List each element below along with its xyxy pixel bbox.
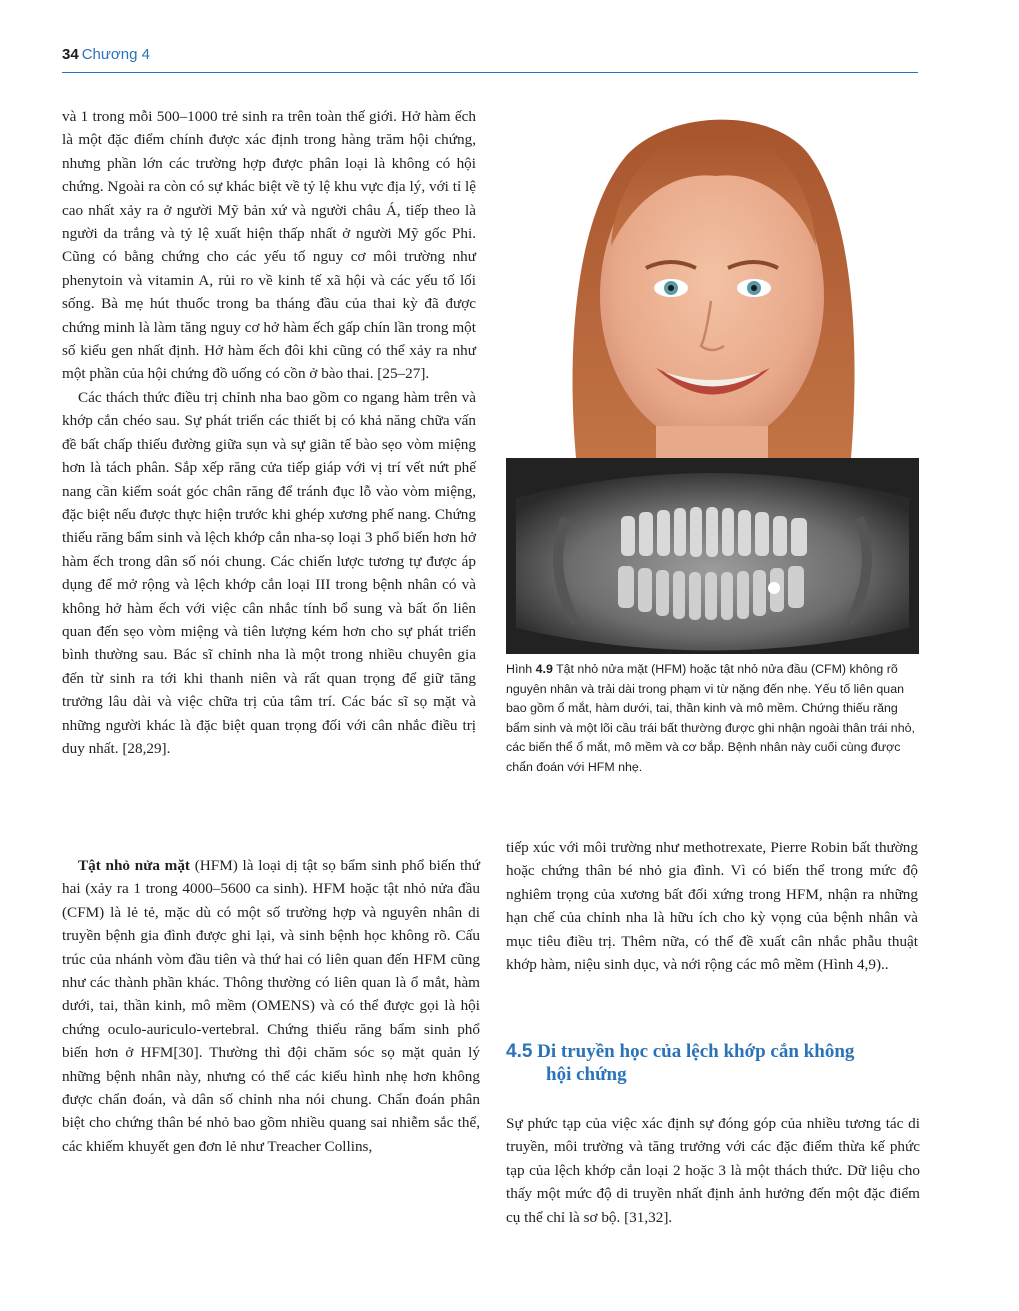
figure-photo-patient-face	[506, 96, 919, 458]
running-header	[62, 46, 918, 73]
paragraph-hfm-text: (HFM) là loại dị tật sọ bẩm sinh phổ biến thứ hai (xảy ra 1 trong 4000–5600 ca sinh). HFM hoặc tật nhỏ nửa đầu (CFM) là lẻ tẻ, mặc dù có một số trường hợp và nguyên nhân di truyền bệnh gia đình được ghi lại, và sinh bệnh học không rõ. Cấu trúc của nhánh vòm đầu tiên và thứ hai có liên quan đến HFM cũng như các thành phần khác. Thông thường có liên quan là ổ mắt, hàm dưới, tai, thần kinh, mô mềm (OMENS) và có thể được gọi là hội chứng oculo-auriculo-vertebral. Chứng thiếu răng bẩm sinh phổ biến hơn ở HFM[30]. Thường thì đội chăm sóc sọ mặt quản lý những bệnh nhân này, nhưng có thể các kiểu hình nhẹ hơn không được chẩn đoán, và dân số chỉnh nha nói chung. Chẩn đoán phân biệt cho chứng thân bé nhỏ bao gồm nhiều quang sai nhiễm sắc thể, các khiếm khuyết gen đơn lẻ như Treacher Collins,	[62, 857, 480, 1155]
paragraph-hfm-continued: tiếp xúc với môi trường như methotrexate, Pierre Robin bất thường hoặc chứng thân bé nhỏ gia đình. Vì có biến thể trong mức độ nghiêm trọng của xương bất đối xứng trong HFM, nhận ra những hạn chế của chỉnh nha là hữu ích cho kỳ vọng của bệnh nhân và mục tiêu điều trị. Thêm nữa, có thể đề xuất cân nhắc phẫu thuật khớp hàm, niệu sinh dục, và nới rộng các mô mềm (Hình 4,9)..	[506, 839, 918, 974]
left-column-top	[62, 105, 476, 760]
paragraph-genetics: Sự phức tạp của việc xác định sự đóng góp của nhiều tương tác di truyền, môi trường và tăng trưởng với các đặc điểm thừa kế phức tạp của lệch khớp cắn loại 2 hoặc 3 là một thách thức. Dữ liệu cho thấy một mức độ di truyền nhất định ảnh hưởng đến một đặc điểm cụ thể chỉ là sơ bộ. [31,32].	[506, 1115, 920, 1226]
section-title-line2: hội chứng	[546, 1064, 627, 1085]
figure-label-prefix: Hình	[506, 662, 536, 676]
section-title-line1: Di truyền học của lệch khớp cắn không	[532, 1041, 855, 1062]
figure-caption	[506, 660, 918, 778]
figure-label	[506, 662, 553, 676]
section-number: 4.5	[506, 1041, 533, 1062]
panoramic-xray-illustration	[506, 458, 919, 654]
left-column-bottom	[62, 854, 480, 1158]
term-hfm: Tật nhỏ nửa mặt	[78, 857, 190, 874]
paragraph-orthodontic-challenges: Các thách thức điều trị chỉnh nha bao gồm co ngang hàm trên và khớp cắn chéo sau. Sự phát triển các thiết bị có khả năng chữa vấn đề bất chấp thiếu đường giữa sụn và sự giãn tế bào sẹo vòm miệng hơn là tách phân. Sắp xếp răng cửa tiếp giáp với vị trí vết nứt phế nang cần kiểm soát góc chân răng để tránh đục lỗ vào vòm miệng, đặc biệt nếu được thực hiện trước khi ghép xương phế nang. Chứng thiếu răng bẩm sinh và lệch khớp cắn nha-sọ loại 3 phổ biến hơn hở hàm ếch trong dân số nói chung. Các chiến lược tương tự được áp dụng để mở rộng và lệch khớp cắn loại III trong bệnh nhân có và không hở hàm ếch với việc cân nhắc tính bổ sung và bất ổn liên quan đến sẹo vòm miệng và tiên lượng kém hơn cho sự phát triển bình thường sau. Bác sĩ chỉnh nha là một trong nhiều chuyên gia đến từ sinh ra tới khi thanh niên và rất quan trọng để giữ tăng trưởng lâu dài và việc chữa trị của tâm trí. Các bác sĩ sọ mặt và những người khác là đặc biệt quan trọng đối với cân nhắc điều trị duy nhất. [28,29].	[62, 388, 476, 757]
paragraph-hfm	[62, 854, 480, 1158]
section-body	[506, 1112, 920, 1229]
chapter-label: Chương 4	[81, 46, 150, 63]
page-number: 34	[62, 46, 79, 63]
paragraph-cleft-epidemiology: và 1 trong mỗi 500–1000 trẻ sinh ra trên toàn thế giới. Hở hàm ếch là một đặc điểm chính được xác định trong hàng trăm hội chứng, nhưng phần lớn các trường hợp được phân loại là không có hội chứng. Ngoài ra còn có sự khác biệt về tỷ lệ khu vực địa lý, với tỉ lệ cao nhất xảy ra ở người Mỹ bản xứ và người châu Á, tiếp theo là người da trắng và tỷ lệ xuất hiện thấp nhất ở người Mỹ gốc Phi. Cũng có bằng chứng cho các yếu tố nguy cơ môi trường như phenytoin và vitamin A, rủi ro về kinh tế xã hội và các yếu tố lối sống. Bà mẹ hút thuốc trong ba tháng đầu của thai kỳ đã được chứng minh là làm tăng nguy cơ hở hàm ếch gấp chín lần trong một số kiểu gen nhất định. Hở hàm ếch đôi khi cũng có thể xảy ra như một phần của hội chứng đồ uống có cồn ở bào thai. [25–27].	[62, 108, 476, 383]
right-column-continued	[506, 836, 918, 976]
figure-panoramic-xray	[506, 458, 919, 654]
section-heading	[506, 1040, 918, 1086]
patient-face-illustration	[506, 96, 919, 458]
figure-caption-text: Tật nhỏ nửa mặt (HFM) hoặc tật nhỏ nửa đầu (CFM) không rõ nguyên nhân và trải dài trong phạm vi từ nặng đến nhẹ. Yếu tố liên quan bao gồm ổ mắt, hàm dưới, tai, thần kinh và mô mềm. Chứng thiếu răng bẩm sinh và một lõi cầu trái bất thường được ghi nhận ngoài thân trái nhỏ, các biến thể ổ mắt, mô mềm và cơ bắp. Bệnh nhân này cuối cùng được chẩn đoán với HFM nhẹ.	[506, 662, 915, 774]
figure-label-number: 4.9	[535, 662, 553, 676]
